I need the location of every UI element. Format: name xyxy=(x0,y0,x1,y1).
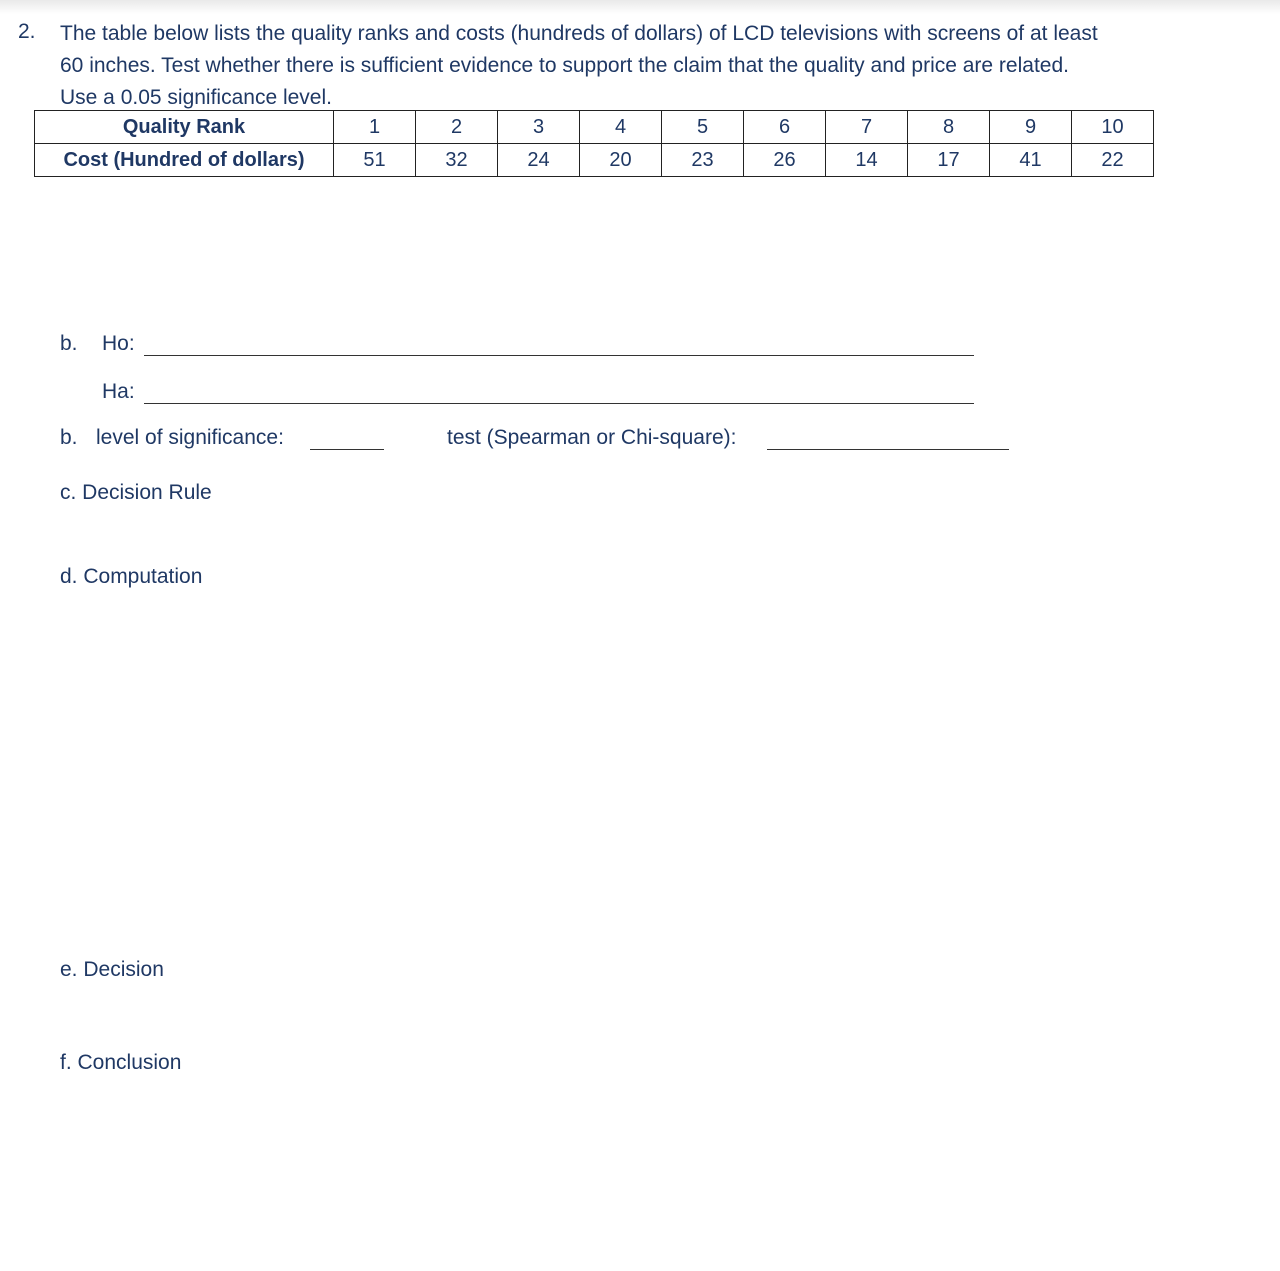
conclusion-label: f. Conclusion xyxy=(60,1051,182,1074)
part-b2-marker: b. xyxy=(60,426,78,449)
data-table xyxy=(34,110,1154,177)
table-cell: 5 xyxy=(662,111,744,144)
table-cell: 2 xyxy=(416,111,498,144)
ha-answer-blank[interactable] xyxy=(144,403,974,404)
part-b-marker: b. xyxy=(60,332,78,355)
table-cell: 41 xyxy=(990,144,1072,177)
test-label: test (Spearman or Chi-square): xyxy=(447,426,737,449)
table-cell: 20 xyxy=(580,144,662,177)
top-shade xyxy=(0,0,1280,14)
quality-rank-header: Quality Rank xyxy=(35,111,334,144)
ha-label: Ha: xyxy=(102,380,135,403)
table-cell: 32 xyxy=(416,144,498,177)
quality-rank-row xyxy=(35,111,1154,144)
decision-rule-label: c. Decision Rule xyxy=(60,481,212,504)
prompt-line: 60 inches. Test whether there is sufficient evidence to support the claim that the quality and price are related. xyxy=(60,54,1069,77)
ho-answer-blank[interactable] xyxy=(144,355,974,356)
prompt-line: Use a 0.05 significance level. xyxy=(60,86,332,109)
decision-label: e. Decision xyxy=(60,958,164,981)
table-cell: 4 xyxy=(580,111,662,144)
table-cell: 22 xyxy=(1072,144,1154,177)
table-cell: 9 xyxy=(990,111,1072,144)
table-cell: 6 xyxy=(744,111,826,144)
table-cell: 23 xyxy=(662,144,744,177)
significance-label: level of significance: xyxy=(96,426,284,449)
test-answer-blank[interactable] xyxy=(767,449,1009,450)
significance-answer-blank[interactable] xyxy=(310,449,384,450)
table-cell: 51 xyxy=(334,144,416,177)
table-cell: 17 xyxy=(908,144,990,177)
ho-label: Ho: xyxy=(102,332,135,355)
question-number: 2. xyxy=(18,20,36,43)
table-cell: 14 xyxy=(826,144,908,177)
cost-header: Cost (Hundred of dollars) xyxy=(35,144,334,177)
table-cell: 7 xyxy=(826,111,908,144)
table-cell: 8 xyxy=(908,111,990,144)
cost-row xyxy=(35,144,1154,177)
question-prompt xyxy=(60,18,1230,114)
prompt-line: The table below lists the quality ranks and costs (hundreds of dollars) of LCD televisions with screens of at least xyxy=(60,22,1098,45)
table-cell: 24 xyxy=(498,144,580,177)
table-cell: 26 xyxy=(744,144,826,177)
table-cell: 3 xyxy=(498,111,580,144)
table-cell: 1 xyxy=(334,111,416,144)
table-cell: 10 xyxy=(1072,111,1154,144)
computation-label: d. Computation xyxy=(60,565,203,588)
